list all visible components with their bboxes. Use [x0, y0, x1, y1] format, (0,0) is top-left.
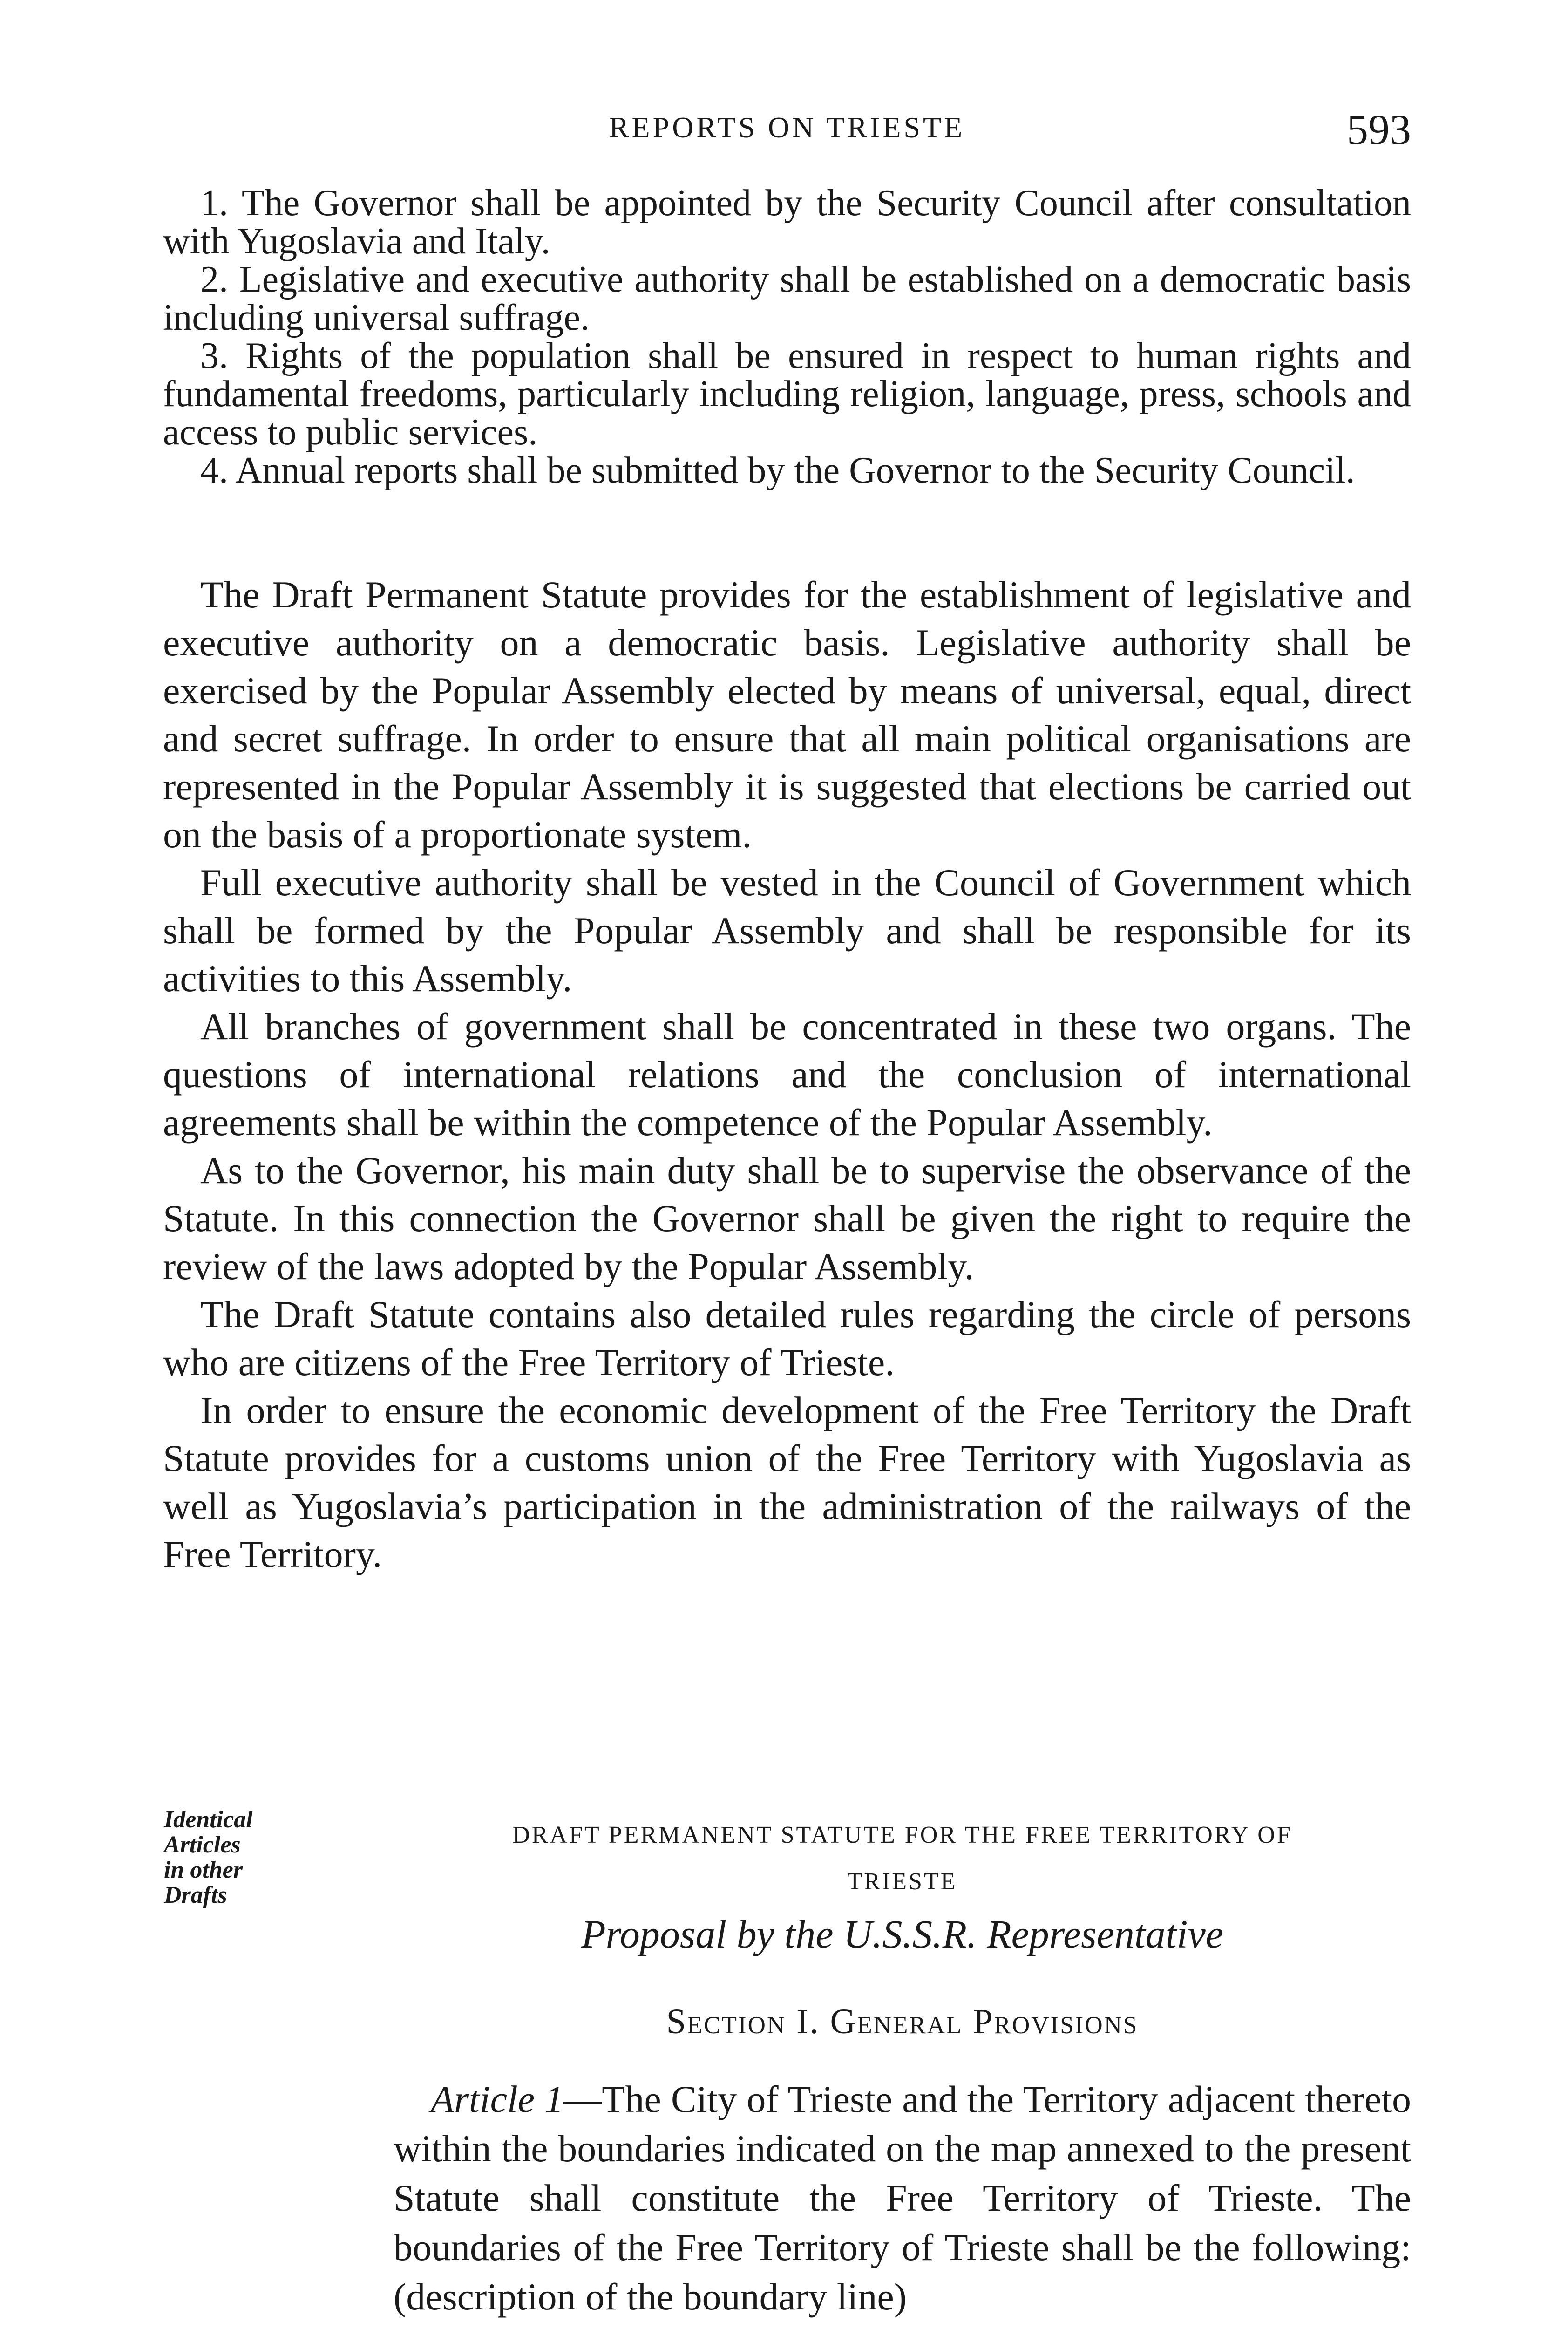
statute-section: [394, 1812, 1411, 2329]
paragraph: In order to ensure the economic development of the Free Territory the Draft Statute provides for a customs union of the Free Territory with Yugoslavia as well as Yugoslavia’s participation in the administration of the railways of the Free Territory.: [163, 1389, 1411, 1575]
page-number: 593: [1347, 106, 1411, 153]
numbered-provisions: [163, 184, 1411, 490]
running-title: REPORTS ON TRIESTE: [609, 111, 965, 144]
proposal-subtitle: Proposal by the U.S.S.R. Representative: [581, 1912, 1223, 1956]
margin-note-line: Articles: [164, 1832, 241, 1858]
provision-item: 1. The Governor shall be appointed by the Security Council after consultation with Yugoslavia and Italy.: [163, 183, 1411, 262]
paragraph: All branches of government shall be concentrated in these two organs. The questions of international relations and the conclusion of international agreements shall be within the competence of the Popular Assembly.: [163, 1005, 1411, 1144]
article-1: [394, 2075, 1411, 2322]
paragraph: The Draft Permanent Statute provides for the establishment of legislative and executive authority on a democratic basis. Legislative authority shall be exercised by the Popular Assembly elected by means of universal, equal, direct and secret suffrage. In order to ensure that all main political organisations are represented in the Popular Assembly it is suggested that elections be carried out on the basis of a proportionate system.: [163, 573, 1411, 856]
running-head: [163, 105, 1411, 156]
margin-note-line: in other: [164, 1857, 243, 1883]
article-text: —The City of Trieste and the Territory adjacent thereto within the boundaries indicated on the map annexed to the present Statute shall constitute the Free Territory of Trieste. The boundaries of the Free Territory of Trieste shall be the following: (description of the boundary line): [394, 2078, 1411, 2318]
section-heading: Section I. General Provisions: [666, 2002, 1139, 2041]
paragraph: The Draft Statute contains also detailed rules regarding the circle of persons who are citizens of the Free Territory of Trieste.: [163, 1293, 1411, 1383]
statute-title-line: DRAFT PERMANENT STATUTE FOR THE FREE TERRITORY OF: [512, 1822, 1292, 1848]
margin-note: [164, 1807, 341, 1908]
paragraph: As to the Governor, his main duty shall be to supervise the observance of the Statute. In this connection the Governor shall be given the right to require the review of the laws adopted by the Popular Assembly.: [163, 1149, 1411, 1287]
body-text: [163, 571, 1411, 1578]
statute-title: [394, 1812, 1411, 1905]
provision-item: 4. Annual reports shall be submitted by the Governor to the Security Council.: [200, 450, 1355, 491]
margin-note-line: Drafts: [164, 1882, 227, 1908]
article-label: Article 1: [431, 2078, 564, 2120]
provision-item: 3. Rights of the population shall be ensured in respect to human rights and fundamental freedoms, particularly including religion, language, press, schools and access to public services.: [163, 335, 1411, 453]
statute-title-line: TRIESTE: [847, 1868, 957, 1895]
provision-item: 2. Legislative and executive authority shall be established on a democratic basis including universal suffrage.: [163, 259, 1411, 338]
paragraph: Full executive authority shall be vested in the Council of Government which shall be formed by the Popular Assembly and shall be responsible for its activities to this Assembly.: [163, 861, 1411, 1000]
margin-note-line: Identical: [164, 1806, 253, 1833]
